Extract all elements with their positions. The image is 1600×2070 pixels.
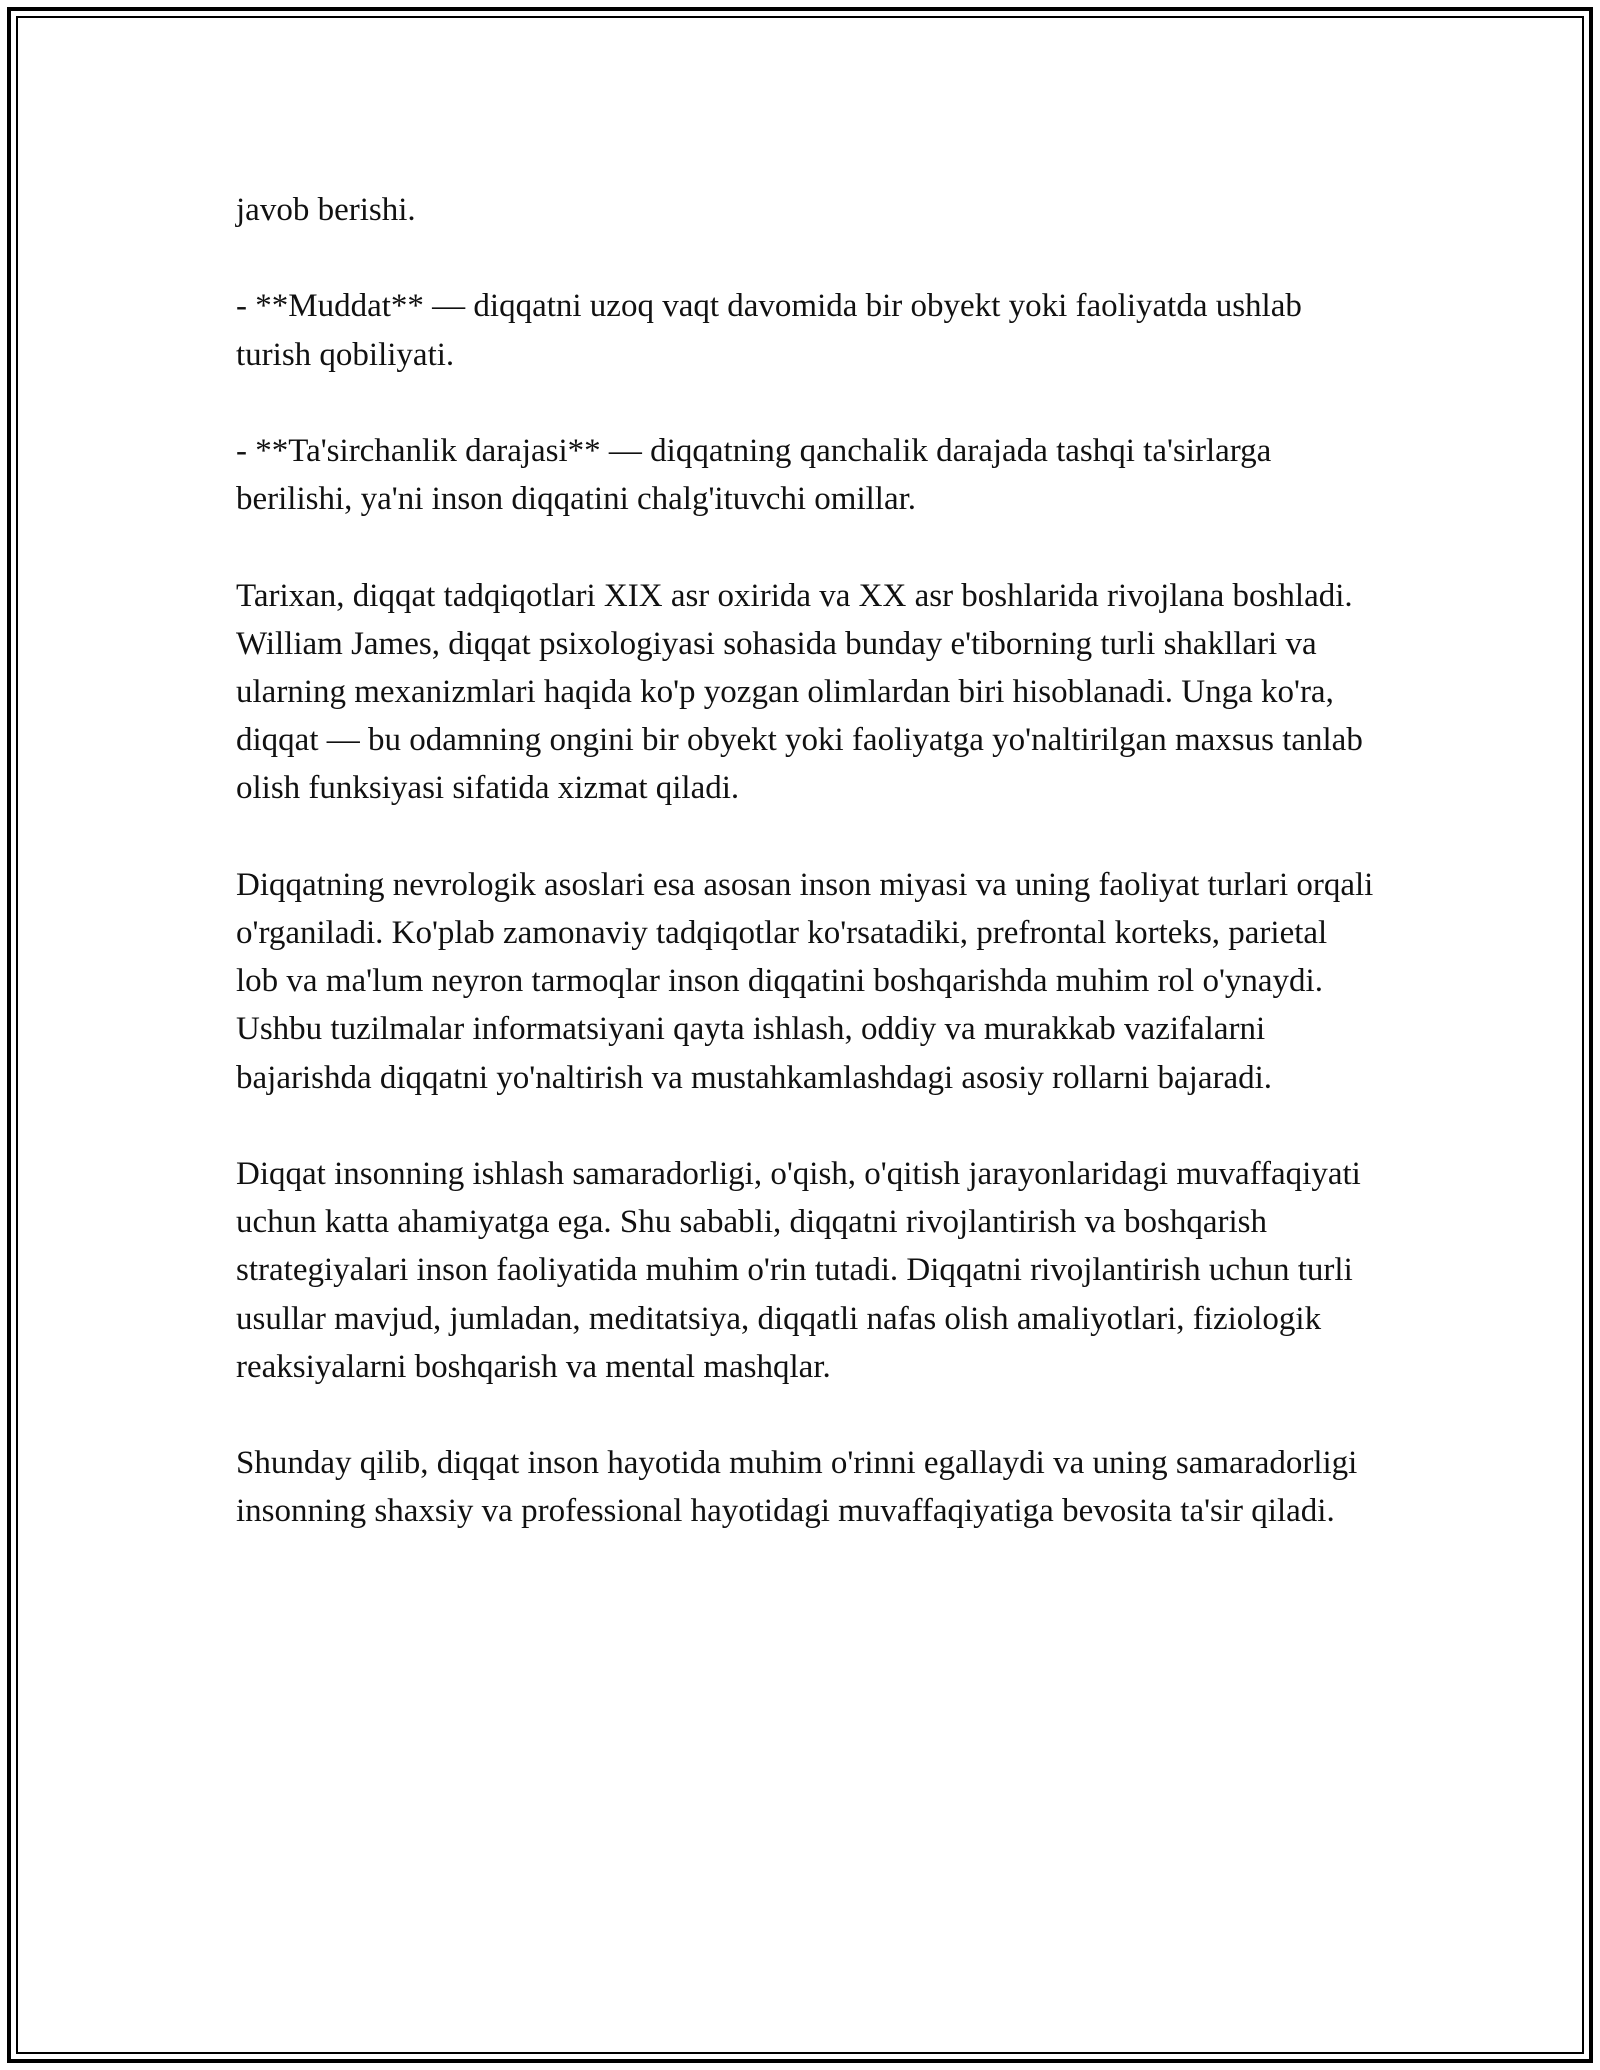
paragraph-history: Tarixan, diqqat tadqiqotlari XIX asr oxirida va XX asr boshlarida rivojlana boshladi. William James, diqqat psixologiyasi sohasida bunday e'tiborning turli shakllari va ularning mexanizmlari haqida ko'p yozgan olimlardan biri hisoblanadi. Unga ko'ra, diqqat — bu odamning ongini bir obyekt yoki faoliyatga yo'naltirilgan maxsus tanlab olish funksiyasi sifatida xizmat qiladi. [236,577,1363,807]
document-body [236,186,1376,1584]
paragraph-neurology: Diqqatning nevrologik asoslari esa asosan inson miyasi va uning faoliyat turlari orqali o'rganiladi. Ko'plab zamonaviy tadqiqotlar ko'rsatadiki, prefrontal korteks, parietal lob va ma'lum neyron tarmoqlar inson diqqatini boshqarishda muhim rol o'ynaydi. Ushbu tuzilmalar informatsiyani qayta ishlash, oddiy va murakkab vazifalarni bajarishda diqqatni yo'naltirish va mustahkamlashdagi asosiy rollarni bajaradi. [236,866,1374,1096]
paragraph-muddat: - **Muddat** — diqqatni uzoq vaqt davomida bir obyekt yoki faoliyatda ushlab turish qobiliyati. [236,288,1302,373]
paragraph-tasirchanlik: - **Ta'sirchanlik darajasi** — diqqatning qanchalik darajada tashqi ta'sirlarga berilishi, ya'ni inson diqqatini chalg'ituvchi omillar. [236,432,1272,518]
paragraph-continuation: javob berishi. [236,192,416,228]
paragraph-importance: Diqqat insonning ishlash samaradorligi, o'qish, o'qitish jarayonlaridagi muvaffaqiyati uchun katta ahamiyatga ega. Shu sababli, diqqatni rivojlantirish va boshqarish strategiyalari inson faoliyatida muhim o'rin tutadi. Diqqatni rivojlantirish uchun turli usullar mavjud, jumladan, meditatsiya, diqqatli nafas olish amaliyotlari, fiziologik reaksiyalarni boshqarish va mental mashqlar. [236,1155,1361,1385]
paragraph-conclusion: Shunday qilib, diqqat inson hayotida muhim o'rinni egallaydi va uning samaradorligi insonning shaxsiy va professional hayotidagi muvaffaqiyatiga bevosita ta'sir qiladi. [236,1445,1358,1530]
